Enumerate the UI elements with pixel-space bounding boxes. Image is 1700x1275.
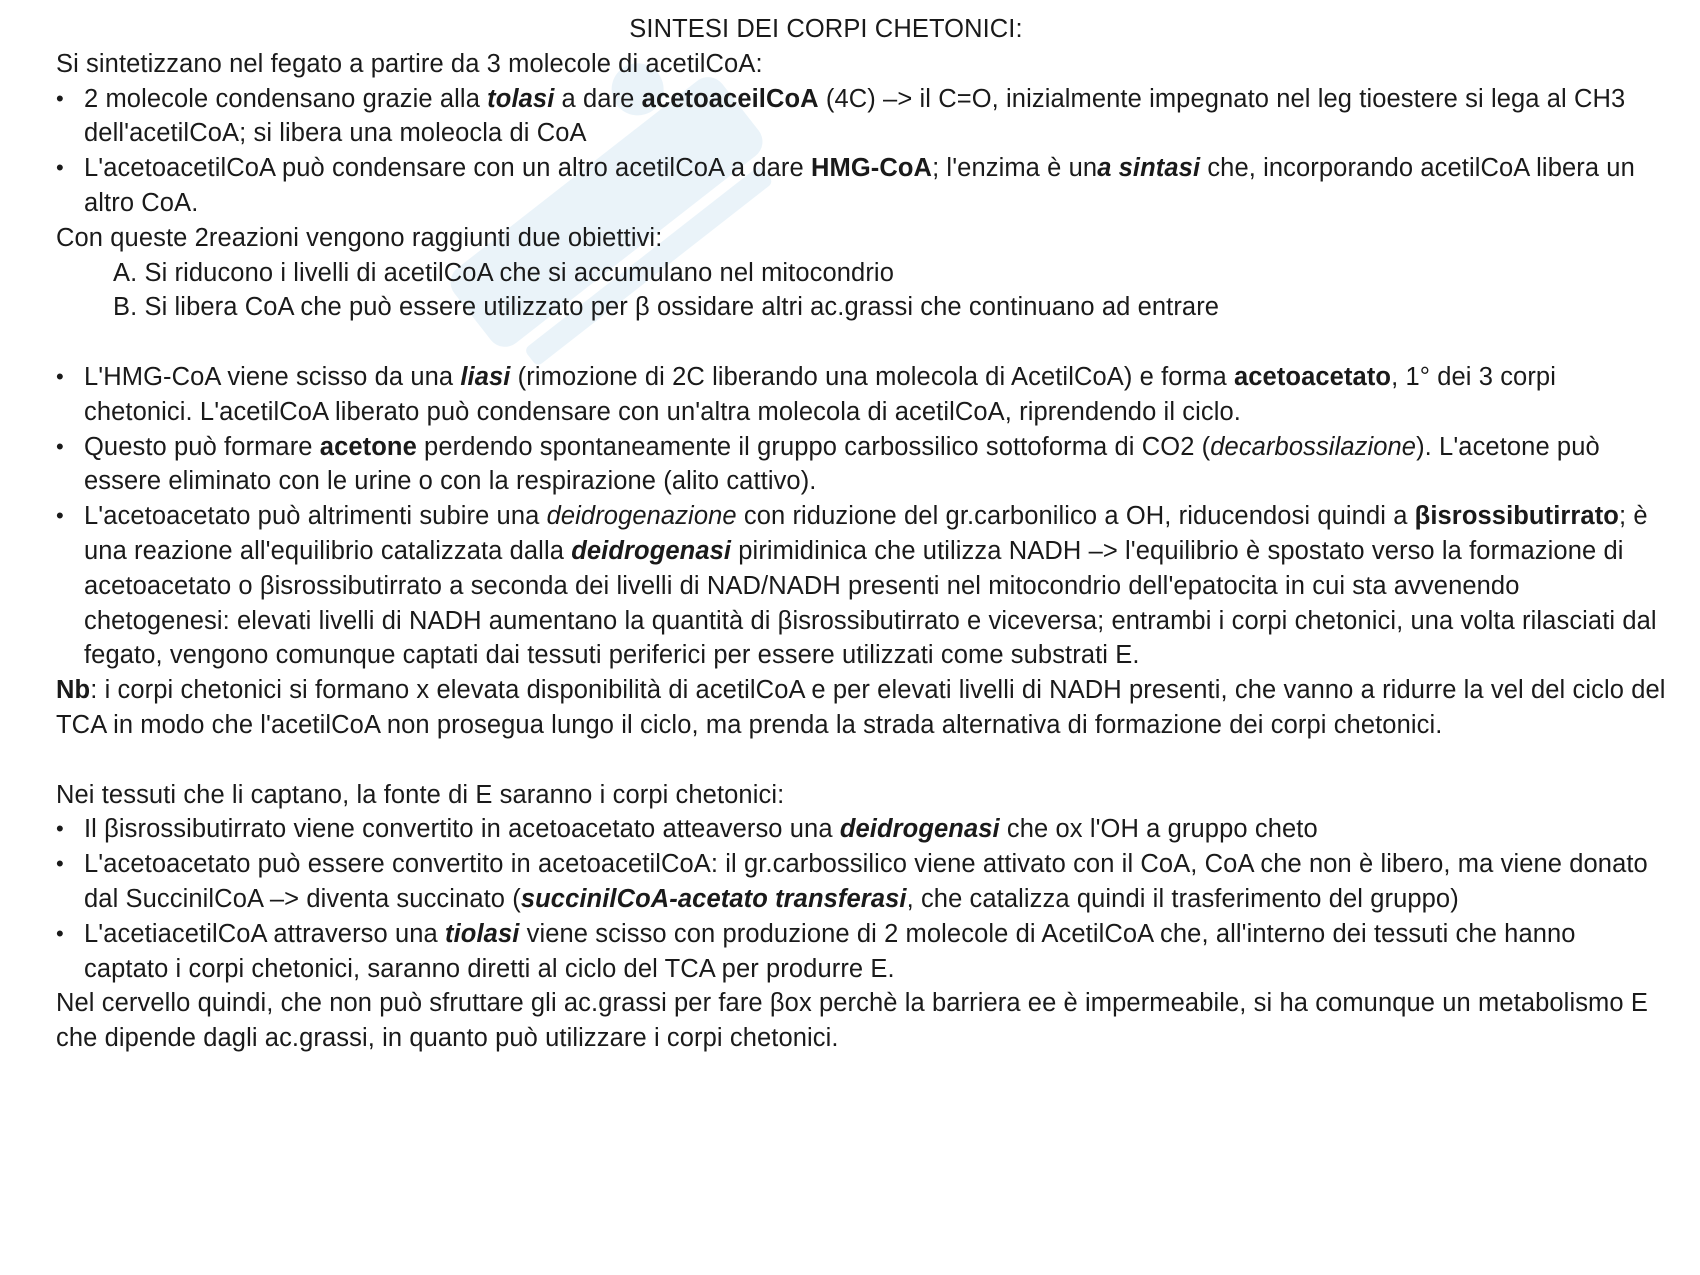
bullet-condensation: • 2 molecole condensano grazie alla tolasi a dare acetoaceilCoA (4C) –> il C=O, inizialmente impegnato nel leg tioestere si lega al CH3 dell'acetilCoA; si libera una moleocla di CoA [56,82,1666,152]
bullet-tissue-deidrogenasi: • Il βisrossibutirrato viene convertito in acetoacetato atteaverso una deidrogenasi che ox l'OH a gruppo cheto [56,812,1666,847]
spacer [56,743,1666,778]
conclusion-paragraph: Nel cervello quindi, che non può sfruttare gli ac.grassi per fare βox perchè la barriera ee è impermeabile, si ha comunque un metabolismo E che dipende dagli ac.grassi, in quanto può utilizzare i corpi chetonici. [56,989,1648,1053]
bullet-deidrogenazione: • L'acetoacetato può altrimenti subire una deidrogenazione con riduzione del gr.carbonilico a OH, riducendosi quindi a βisrossibutirrato; è una reazione all'equilibrio catalizzata dalla deidrogenasi pirimidinica che utilizza NADH –> l'equilibrio è spostato verso la formazione di acetoacetato o βisrossibutirrato a seconda dei livelli di NAD/NADH presenti nel mitocondrio dell'epatocita in cui sta avvenendo chetogenesi: elevati livelli di NADH aumentano la quantità di βisrossibutirrato e viceversa; entrambi i corpi chetonici, una volta rilasciati dal fegato, vengono comunque captati dai tessuti periferici per essere utilizzati come substrati E. [56,499,1666,673]
intro-paragraph: Si sintetizzano nel fegato a partire da 3 molecole di acetilCoA: [56,49,763,78]
goals-intro: Con queste 2reazioni vengono raggiunti due obiettivi: [56,223,663,252]
bullet-tiolasi: • L'acetiacetilCoA attraverso una tiolasi viene scisso con produzione di 2 molecole di AcetilCoA che, all'interno dei tessuti che hanno captato i corpi chetonici, saranno diretti al ciclo del TCA per produrre E. [56,917,1666,987]
bullet-acetone: • Questo può formare acetone perdendo spontaneamente il gruppo carbossilico sottoforma di CO2 (decarbossilazione). L'acetone può essere eliminato con le urine o con la respirazione (alito cattivo). [56,430,1666,500]
tissues-intro: Nei tessuti che li captano, la fonte di E saranno i corpi chetonici: [56,780,785,809]
goal-a: A. Si riducono i livelli di acetilCoA che si accumulano nel mitocondrio [113,258,894,287]
bullet-transferasi: • L'acetoacetato può essere convertito in acetoacetilCoA: il gr.carbossilico viene attivato con il CoA, CoA che non è libero, ma viene donato dal SuccinilCoA –> diventa succinato (succinilCoA-acetato transferasi, che catalizza quindi il trasferimento del gruppo) [56,847,1666,917]
bullet-liasi: • L'HMG-CoA viene scisso da una liasi (rimozione di 2C liberando una molecola di AcetilCoA) e forma acetoacetato, 1° dei 3 corpi chetonici. L'acetilCoA liberato può condensare con un'altra molecola di acetilCoA, riprendendo il ciclo. [56,360,1666,430]
page-title: SINTESI DEI CORPI CHETONICI: [629,15,1023,43]
nb-paragraph: Nb: i corpi chetonici si formano x elevata disponibilità di acetilCoA e per elevati livelli di NADH presenti, che vanno a ridurre la vel del ciclo del TCA in modo che l'acetilCoA non prosegua lungo il ciclo, ma prenda la strada alternativa di formazione dei corpi chetonici. [56,676,1666,739]
goal-b: B. Si libera CoA che può essere utilizzato per β ossidare altri ac.grassi che continuano ad entrare [113,293,1220,322]
bullet-hmg-coa: • L'acetoacetilCoA può condensare con un altro acetilCoA a dare HMG-CoA; l'enzima è una sintasi che, incorporando acetilCoA libera un altro CoA. [56,151,1666,221]
document-body [56,12,1666,1056]
spacer [56,325,1666,360]
